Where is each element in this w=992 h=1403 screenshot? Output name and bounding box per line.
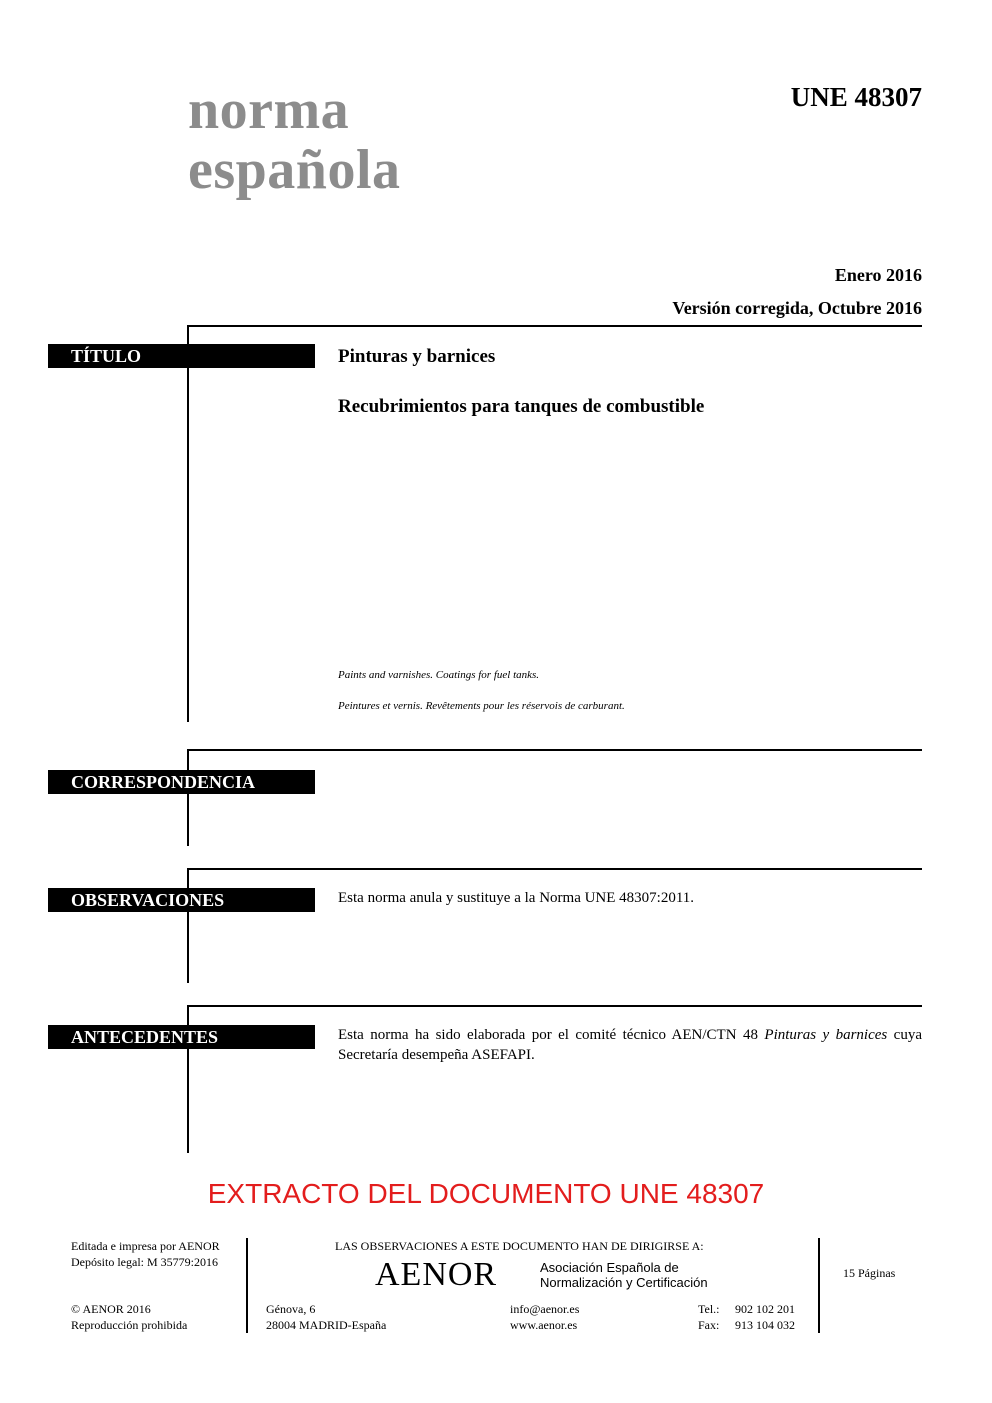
antecedentes-label: ANTECEDENTES: [48, 1025, 315, 1049]
legal-deposit: Depósito legal: M 35779:2016: [71, 1255, 218, 1269]
email-link[interactable]: info@aenor.es: [510, 1302, 580, 1316]
observations-heading: LAS OBSERVACIONES A ESTE DOCUMENTO HAN DE DIRIGIRSE A:: [335, 1239, 704, 1253]
title-en: Paints and varnishes. Coatings for fuel tanks.: [338, 669, 540, 681]
observaciones-text: Esta norma anula y sustituye a la Norma UNE 48307:2011.: [338, 890, 695, 906]
address-line-1: Génova, 6: [266, 1302, 316, 1316]
correspondencia-top-rule: [187, 749, 922, 751]
brand-line-2: española: [188, 139, 401, 201]
footer-divider-left: [246, 1238, 248, 1333]
assoc-line-2: Normalización y Certificación: [540, 1275, 708, 1290]
aenor-logo: AENOR: [375, 1256, 498, 1293]
title-es-2: Recubrimientos para tanques de combustible: [338, 396, 705, 417]
correspondencia-label: CORRESPONDENCIA: [48, 770, 315, 794]
antecedentes-text-end: cuya Secretaría desempeña ASEFAPI.: [338, 1027, 922, 1063]
aenor-association: [540, 1260, 708, 1290]
footer-divider-right: [818, 1238, 820, 1333]
tel-label: Tel.:: [698, 1302, 720, 1316]
address-line-2: 28004 MADRID-España: [266, 1318, 387, 1332]
footer-address: [266, 1301, 386, 1333]
title-fr: Peintures et vernis. Revêtements pour les réservois de carburant.: [338, 700, 625, 712]
edited-by: Editada e impresa por AENOR: [71, 1239, 220, 1253]
correspondencia-side-rule: [187, 749, 189, 846]
fax-value: 913 104 032: [735, 1318, 795, 1332]
web-link[interactable]: www.aenor.es: [510, 1318, 578, 1332]
title-es-1: Pinturas y barnices: [338, 346, 496, 367]
norma-espanola-logo: [188, 79, 401, 202]
footer-phone-values: [735, 1301, 795, 1333]
titulo-label: TÍTULO: [48, 344, 315, 368]
tel-value: 902 102 201: [735, 1302, 795, 1316]
standard-code: UNE 48307: [790, 82, 922, 112]
observaciones-top-rule: [187, 868, 922, 870]
footer-contact: [510, 1301, 579, 1333]
titulo-top-rule: [187, 325, 922, 327]
antecedentes-text-start: Esta norma ha sido elaborada por el comité técnico AEN/CTN 48: [338, 1027, 765, 1043]
footer-publisher: [71, 1238, 220, 1270]
fax-label: Fax:: [698, 1318, 720, 1332]
committee-name: Pinturas y barnices: [764, 1027, 888, 1043]
extract-notice: EXTRACTO DEL DOCUMENTO UNE 48307: [207, 1178, 765, 1209]
footer-copyright: [71, 1301, 187, 1333]
reproduction-notice: Reproducción prohibida: [71, 1318, 188, 1332]
observaciones-label: OBSERVACIONES: [48, 888, 315, 912]
publication-date: Enero 2016: [834, 265, 922, 285]
version-note: Versión corregida, Octubre 2016: [672, 298, 922, 318]
footer-phone-labels: [698, 1301, 720, 1333]
page-count: 15 Páginas: [843, 1266, 896, 1280]
copyright: © AENOR 2016: [71, 1302, 151, 1316]
titulo-side-rule: [187, 325, 189, 722]
assoc-line-1: Asociación Española de: [540, 1260, 679, 1275]
brand-line-1: norma: [188, 79, 350, 141]
antecedentes-text: [338, 1025, 922, 1065]
observaciones-side-rule: [187, 868, 189, 983]
antecedentes-top-rule: [187, 1005, 922, 1007]
